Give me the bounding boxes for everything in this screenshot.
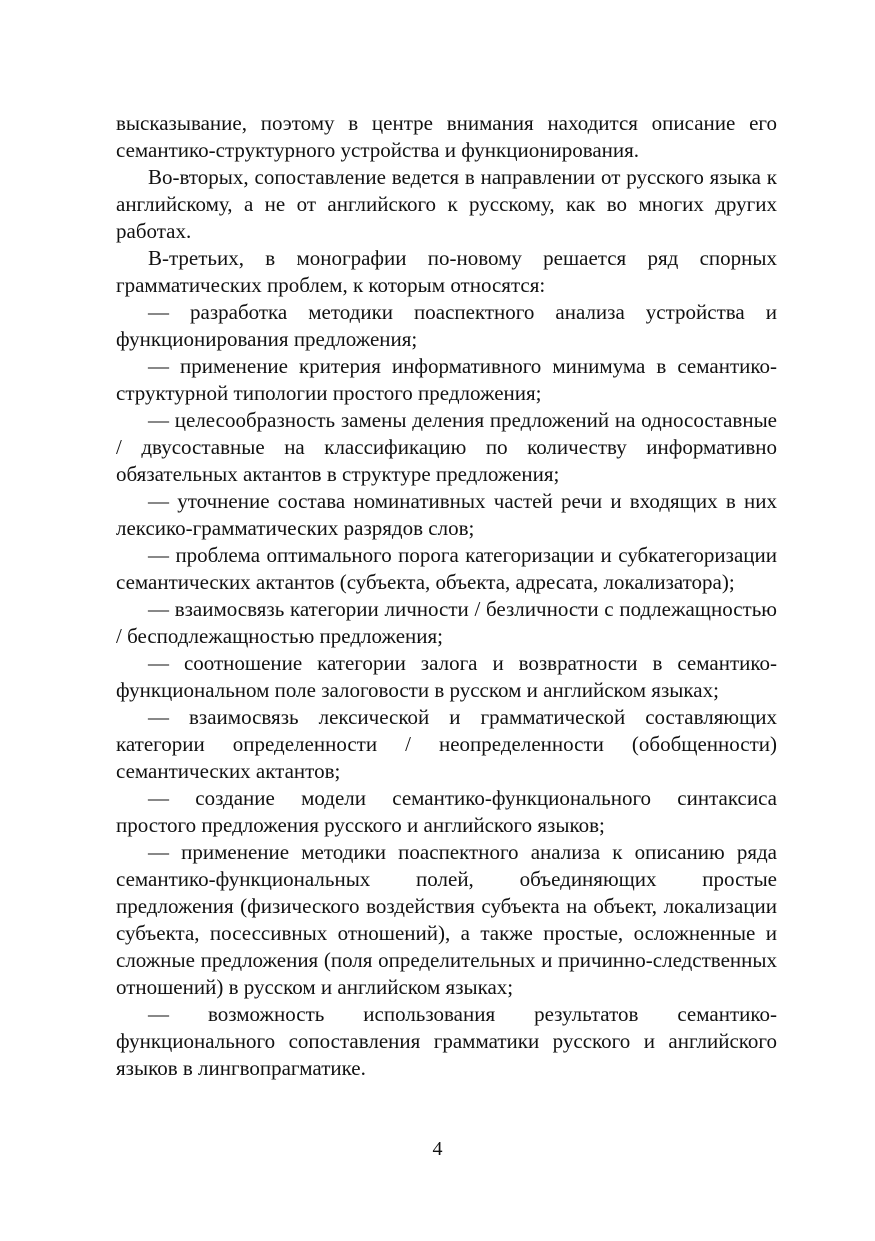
list-item: — соотношение категории залога и возвратности в семантико-функциональном поле залоговости в русском и английском языках; [116,651,777,702]
list-item: — проблема оптимального порога категоризации и субкатегоризации семантических актантов (субъекта, объекта, адресата, локализатора); [116,543,777,594]
body-text [116,110,777,1082]
list-item: — создание модели семантико-функционального синтаксиса простого предложения русского и английского языков; [116,786,777,837]
paragraph-thirdly: В-третьих, в монографии по-новому решается ряд спорных грамматических проблем, к которым относятся: [116,246,777,297]
paragraph-continuation: высказывание, поэтому в центре внимания находится описание его семантико-структурного устройства и функционирования. [116,111,777,162]
list-item: — целесообразность замены деления предложений на односоставные / двусоставные на классификацию по количеству информативно обязательных актантов в структуре предложения; [116,408,777,486]
list-item: — возможность использования результатов семантико-функционального сопоставления грамматики русского и английского языков в лингвопрагматике. [116,1002,777,1080]
list-item: — взаимосвязь лексической и грамматической составляющих категории определенности / неопределенности (обобщенности) семантических актантов; [116,705,777,783]
paragraph-secondly: Во-вторых, сопоставление ведется в направлении от русского языка к английскому, а не от английского к русскому, как во многих других работах. [116,165,777,243]
list-item: — применение методики поаспектного анализа к описанию ряда семантико-функциональных полей, объединяющих простые предложения (физического воздействия субъекта на объект, локализации субъекта, посессивных отношений), а также простые, осложненные и сложные предложения (поля определительных и причинно-следственных отношений) в русском и английском языках; [116,840,777,999]
list-item: — применение критерия информативного минимума в семантико-структурной типологии простого предложения; [116,354,777,405]
list-item: — взаимосвязь категории личности / безличности с подлежащностью / бесподлежащностью предложения; [116,597,777,648]
list-item: — разработка методики поаспектного анализа устройства и функционирования предложения; [116,300,777,351]
list-item: — уточнение состава номинативных частей речи и входящих в них лексико-грамматических разрядов слов; [116,489,777,540]
page-number: 4 [432,1138,443,1160]
